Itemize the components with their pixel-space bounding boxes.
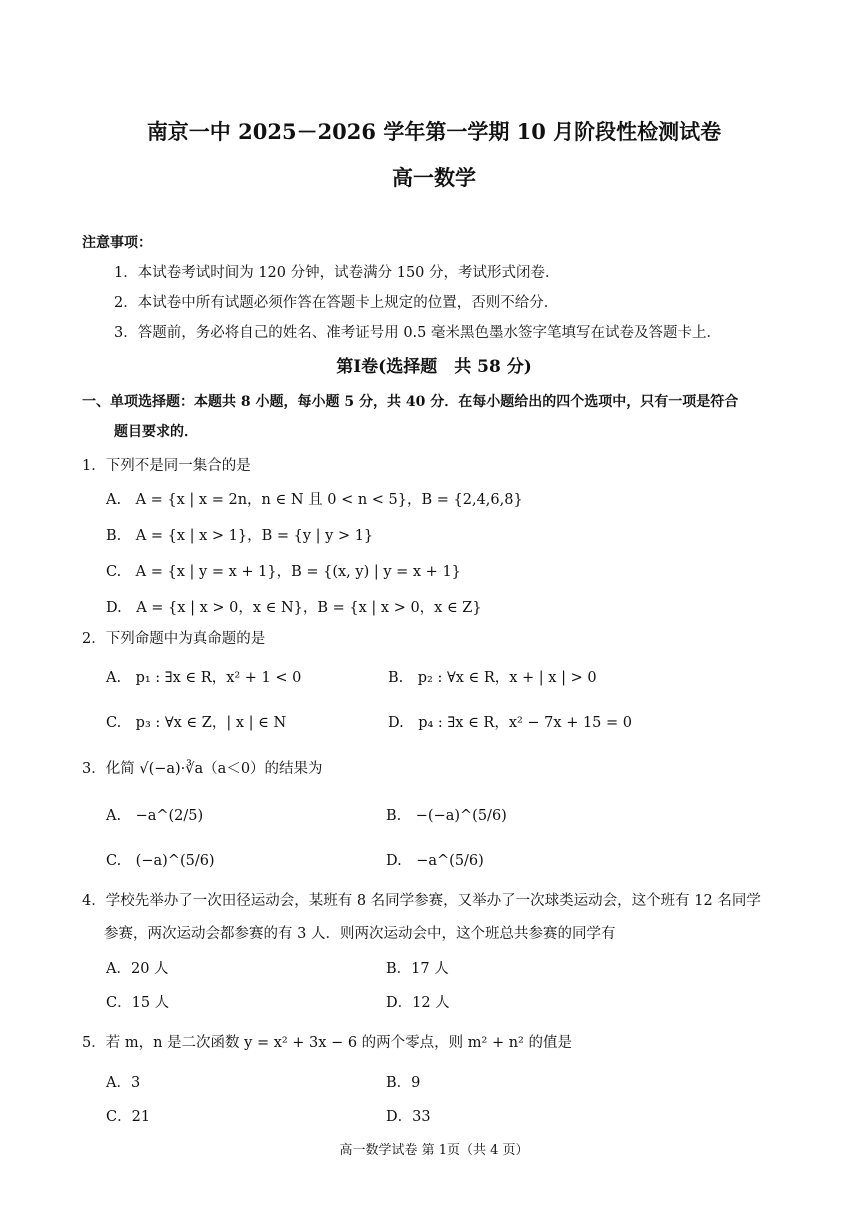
question-4-stem: 4．学校先举办了一次田径运动会，某班有 8 名同学参赛，又举办了一次球类运动会，这个班有 12 名同学	[82, 893, 761, 909]
question-5-option-b: B．9	[386, 1075, 421, 1091]
notes-label: 注意事项：	[82, 235, 152, 251]
notes-item-3: 3．答题前，务必将自己的姓名、准考证号用 0.5 毫米黑色墨水签字笔填写在试卷及答题卡上．	[114, 325, 721, 341]
question-1-option-c: C. A = {x | y = x + 1}，B = {(x, y) | y = x + 1}	[106, 564, 461, 580]
question-1-option-a: A. A = {x | x = 2n，n ∈ N 且 0 < n < 5}，B = {2,4,6,8}	[106, 492, 523, 508]
notes-item-1: 1．本试卷考试时间为 120 分钟，试卷满分 150 分，考试形式闭卷．	[114, 265, 560, 281]
question-4-option-a: A．20 人	[106, 961, 169, 977]
question-3-option-b: B. −(−a)^(5/6)	[386, 808, 507, 824]
question-4-option-c: C．15 人	[106, 995, 170, 1011]
question-2-option-d: D. p₄ : ∃x ∈ R，x² − 7x + 15 = 0	[388, 715, 633, 731]
exam-subtitle: 高一数学	[392, 165, 476, 190]
question-1-option-d: D. A = {x | x > 0，x ∈ N}，B = {x | x > 0，x ∈ Z}	[106, 600, 482, 616]
page-footer: 高一数学试卷 第 1页（共 4 页）	[339, 1143, 529, 1158]
question-4-stem-line2: 参赛，两次运动会都参赛的有 3 人．则两次运动会中，这个班总共参赛的同学有	[104, 926, 616, 942]
question-1-stem: 1．下列不是同一集合的是	[82, 458, 251, 474]
question-2-option-b: B. p₂ : ∀x ∈ R，x + | x | > 0	[388, 670, 597, 686]
part-heading: 第Ⅰ卷(选择题 共 58 分)	[336, 357, 532, 377]
question-3-option-a: A. −a^(2/5)	[106, 808, 204, 824]
question-3-option-d: D. −a^(5/6)	[386, 853, 484, 869]
question-4-option-d: D．12 人	[386, 995, 450, 1011]
section-instructions-line2: 题目要求的．	[114, 424, 198, 440]
section-instructions-line1: 一、单项选择题：本题共 8 小题，每小题 5 分，共 40 分．在每小题给出的四个选项中，只有一项是符合	[82, 394, 739, 410]
question-2-option-c: C. p₃ : ∀x ∈ Z，| x | ∈ N	[106, 715, 287, 731]
exam-title: 南京一中 2025－2026 学年第一学期 10 月阶段性检测试卷	[146, 119, 722, 144]
question-2-stem: 2．下列命题中为真命题的是	[82, 631, 266, 647]
question-5-option-d: D．33	[386, 1109, 431, 1125]
question-3-option-c: C. (−a)^(5/6)	[106, 853, 215, 869]
question-5-option-c: C．21	[106, 1109, 151, 1125]
question-1-option-b: B. A = {x | x > 1}，B = {y | y > 1}	[106, 528, 374, 544]
question-5-option-a: A．3	[106, 1075, 141, 1091]
question-2-option-a: A. p₁ : ∃x ∈ R，x² + 1 < 0	[106, 670, 302, 686]
question-4-option-b: B．17 人	[386, 961, 449, 977]
question-5-stem: 5．若 m，n 是二次函数 y = x² + 3x − 6 的两个零点，则 m² + n² 的值是	[82, 1035, 572, 1051]
notes-item-2: 2．本试卷中所有试题必须作答在答题卡上规定的位置，否则不给分．	[114, 295, 559, 311]
question-3-stem: 3．化简 √(−a)·∛a（a＜0）的结果为	[82, 761, 323, 777]
